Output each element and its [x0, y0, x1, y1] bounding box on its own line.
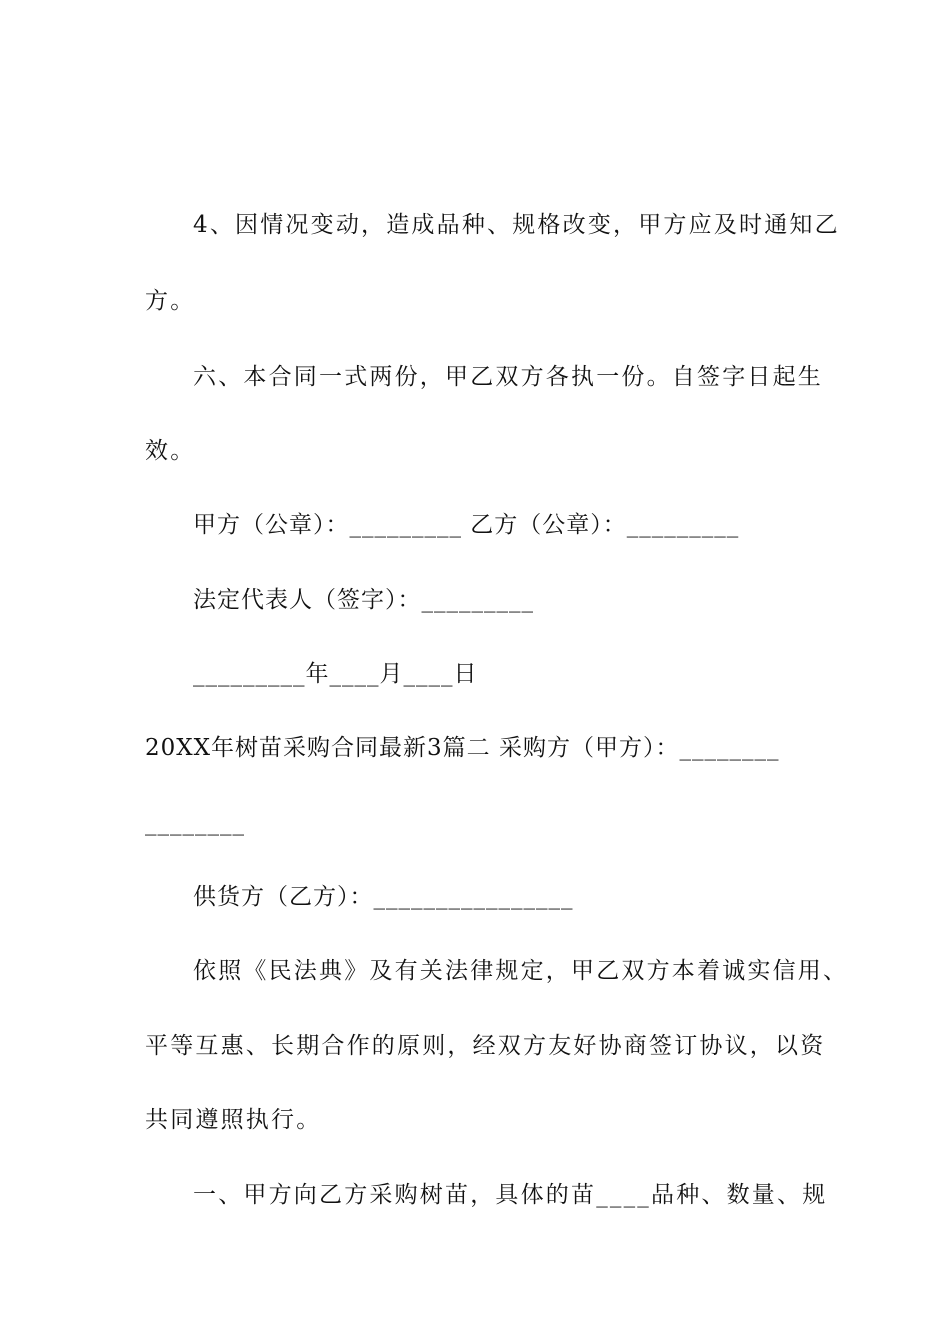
clause-1-line-1: 一、甲方向乙方采购树苗，具体的苗____品种、数量、规: [193, 1182, 828, 1208]
preamble-line-3: 共同遵照执行。: [145, 1107, 322, 1133]
preamble-line-2: 平等互惠、长期合作的原则，经双方友好协商签订协议，以资: [145, 1033, 826, 1059]
signature-parties-line: 甲方（公章）：_________ 乙方（公章）：_________: [193, 512, 740, 538]
contract-title-buyer-line: 20XX年树苗采购合同最新3篇二 采购方（甲方）：________: [145, 735, 780, 761]
paragraph-clause-4-line-1: 4、因情况变动，造成品种、规格改变，甲方应及时通知乙: [193, 212, 840, 238]
legal-representative-line: 法定代表人（签字）：_________: [193, 587, 534, 613]
buyer-blank-continuation: ________: [145, 810, 245, 836]
preamble-line-1: 依照《民法典》及有关法律规定，甲乙双方本着诚实信用、: [193, 958, 849, 984]
date-line: _________年____月____日: [193, 661, 478, 687]
paragraph-clause-6-line-1: 六、本合同一式两份，甲乙双方各执一份。自签字日起生: [193, 364, 823, 390]
paragraph-clause-6-line-2: 效。: [145, 438, 196, 464]
supplier-line: 供货方（乙方）：________________: [193, 884, 574, 910]
paragraph-clause-4-line-2: 方。: [145, 288, 196, 314]
